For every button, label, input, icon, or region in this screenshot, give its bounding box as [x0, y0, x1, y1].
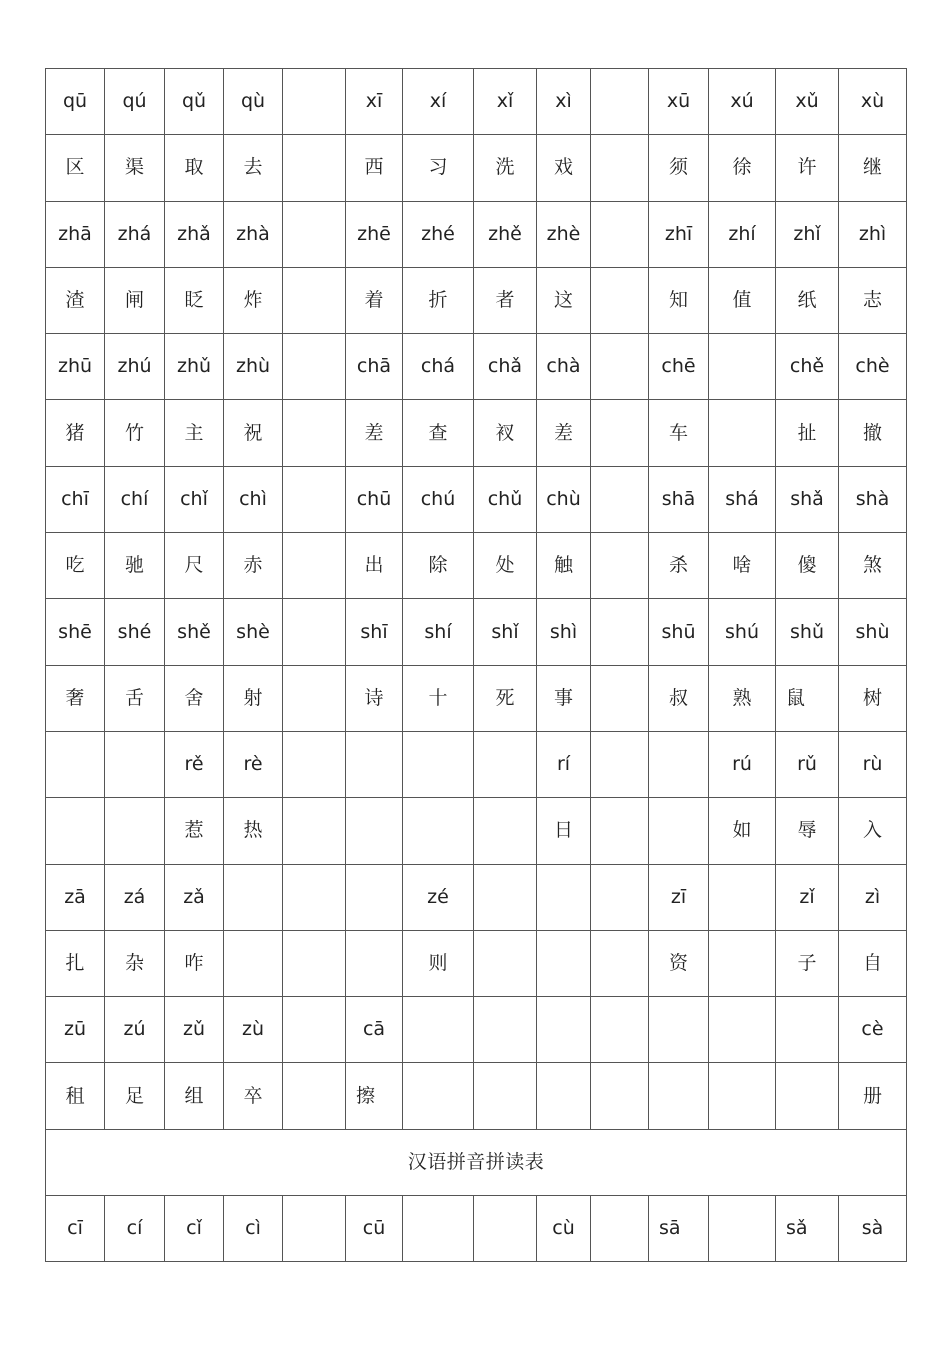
table-row: [46, 1063, 907, 1129]
table-cell: [224, 930, 283, 996]
table-cell: cī: [46, 1196, 105, 1262]
table-cell: 竹: [105, 400, 165, 466]
table-cell: 须: [649, 135, 709, 201]
table-cell: chá: [403, 334, 474, 400]
table-cell: 扯: [776, 400, 839, 466]
table-cell: [649, 1063, 709, 1129]
table-cell: [46, 731, 105, 797]
table-cell: zhé: [403, 201, 474, 267]
table-cell: 继: [839, 135, 907, 201]
table-cell: 惹: [165, 798, 224, 864]
table-cell: [591, 997, 649, 1063]
table-cell: 煞: [839, 533, 907, 599]
table-cell: chǔ: [474, 466, 537, 532]
table-cell: shī: [346, 599, 403, 665]
table-cell: 子: [776, 930, 839, 996]
table-cell: shǔ: [776, 599, 839, 665]
table-cell: zhē: [346, 201, 403, 267]
table-cell: [105, 798, 165, 864]
table-cell: zù: [224, 997, 283, 1063]
table-row: [46, 731, 907, 797]
table-row: [46, 997, 907, 1063]
table-cell: 卒: [224, 1063, 283, 1129]
table-cell: [591, 731, 649, 797]
table-cell: xī: [346, 69, 403, 135]
table-cell: [591, 533, 649, 599]
table-cell: xú: [709, 69, 776, 135]
table-cell: 事: [537, 665, 591, 731]
table-cell: 猪: [46, 400, 105, 466]
table-cell: shù: [839, 599, 907, 665]
table-cell: zhī: [649, 201, 709, 267]
table-cell: 知: [649, 267, 709, 333]
table-cell: sà: [839, 1196, 907, 1262]
table-cell: zhǔ: [165, 334, 224, 400]
table-cell: chù: [537, 466, 591, 532]
table-cell: 去: [224, 135, 283, 201]
table-cell: shǎ: [776, 466, 839, 532]
table-cell: 叔: [649, 665, 709, 731]
table-cell: 渣: [46, 267, 105, 333]
table-cell: 除: [403, 533, 474, 599]
table-cell: 车: [649, 400, 709, 466]
table-cell: [591, 69, 649, 135]
table-cell: 戏: [537, 135, 591, 201]
table-cell: [283, 135, 346, 201]
table-cell: 资: [649, 930, 709, 996]
table-cell: [283, 997, 346, 1063]
table-cell: rè: [224, 731, 283, 797]
table-cell: chì: [224, 466, 283, 532]
table-cell: 奢: [46, 665, 105, 731]
table-row: [46, 665, 907, 731]
table-row: [46, 135, 907, 201]
table-cell: [283, 267, 346, 333]
table-cell: shē: [46, 599, 105, 665]
table-cell: 日: [537, 798, 591, 864]
table-cell: zhù: [224, 334, 283, 400]
table-cell: 眨: [165, 267, 224, 333]
table-cell: 舍: [165, 665, 224, 731]
table-cell: [591, 1063, 649, 1129]
table-cell: zā: [46, 864, 105, 930]
table-cell: [776, 997, 839, 1063]
table-cell: 渠: [105, 135, 165, 201]
table-cell: [474, 731, 537, 797]
table-cell: [474, 864, 537, 930]
table-cell: 者: [474, 267, 537, 333]
table-cell: [537, 1063, 591, 1129]
table-cell: [403, 997, 474, 1063]
table-cell: 死: [474, 665, 537, 731]
table-cell: cù: [537, 1196, 591, 1262]
table-cell: 许: [776, 135, 839, 201]
table-cell: 鼠: [776, 665, 839, 731]
table-cell: 擦: [346, 1063, 403, 1129]
table-cell: [709, 930, 776, 996]
table-cell: [591, 201, 649, 267]
table-cell: [474, 1196, 537, 1262]
table-cell: shì: [537, 599, 591, 665]
table-cell: 查: [403, 400, 474, 466]
table-cell: [283, 731, 346, 797]
table-cell: xù: [839, 69, 907, 135]
table-cell: [283, 864, 346, 930]
table-cell: [474, 1063, 537, 1129]
table-cell: [283, 1196, 346, 1262]
table-cell: zá: [105, 864, 165, 930]
table-cell: 赤: [224, 533, 283, 599]
table-cell: [283, 201, 346, 267]
table-cell: 祝: [224, 400, 283, 466]
table-cell: rǔ: [776, 731, 839, 797]
table-cell: [591, 798, 649, 864]
table-cell: xǐ: [474, 69, 537, 135]
table-cell: shā: [649, 466, 709, 532]
table-cell: zhǐ: [776, 201, 839, 267]
table-cell: zhá: [105, 201, 165, 267]
table-cell: zhì: [839, 201, 907, 267]
table-cell: [709, 864, 776, 930]
table-cell: [591, 400, 649, 466]
table-cell: [283, 466, 346, 532]
table-cell: [776, 1063, 839, 1129]
table-cell: qǔ: [165, 69, 224, 135]
table-cell: sǎ: [776, 1196, 839, 1262]
table-cell: shǐ: [474, 599, 537, 665]
table-cell: [283, 400, 346, 466]
table-row: [46, 533, 907, 599]
table-cell: 出: [346, 533, 403, 599]
table-cell: [283, 665, 346, 731]
table-cell: 租: [46, 1063, 105, 1129]
table-cell: 撤: [839, 400, 907, 466]
table-cell: shé: [105, 599, 165, 665]
table-cell: 触: [537, 533, 591, 599]
table-cell: rù: [839, 731, 907, 797]
table-cell: chī: [46, 466, 105, 532]
table-cell: zú: [105, 997, 165, 1063]
table-cell: 处: [474, 533, 537, 599]
table-cell: 诗: [346, 665, 403, 731]
table-cell: 主: [165, 400, 224, 466]
table-cell: [591, 135, 649, 201]
table-cell: 啥: [709, 533, 776, 599]
table-cell: sā: [649, 1196, 709, 1262]
table-cell: 吃: [46, 533, 105, 599]
table-cell: 差: [537, 400, 591, 466]
table-cell: [591, 466, 649, 532]
table-cell: zhā: [46, 201, 105, 267]
table-cell: zī: [649, 864, 709, 930]
table-cell: [283, 1063, 346, 1129]
table-cell: [591, 864, 649, 930]
table-cell: zhè: [537, 201, 591, 267]
table-cell: [591, 334, 649, 400]
table-cell: qù: [224, 69, 283, 135]
table-cell: 纸: [776, 267, 839, 333]
table-cell: 树: [839, 665, 907, 731]
table-cell: cǐ: [165, 1196, 224, 1262]
table-cell: 射: [224, 665, 283, 731]
table-cell: cā: [346, 997, 403, 1063]
table-cell: [283, 334, 346, 400]
pinyin-table: [45, 68, 907, 1262]
table-cell: 志: [839, 267, 907, 333]
table-cell: zhě: [474, 201, 537, 267]
table-cell: cì: [224, 1196, 283, 1262]
table-cell: [537, 864, 591, 930]
table-cell: 辱: [776, 798, 839, 864]
table-cell: cū: [346, 1196, 403, 1262]
table-cell: xū: [649, 69, 709, 135]
table-cell: 杂: [105, 930, 165, 996]
table-row: [46, 930, 907, 996]
table-cell: [403, 1063, 474, 1129]
table-cell: xǔ: [776, 69, 839, 135]
table-cell: [591, 930, 649, 996]
table-cell: 十: [403, 665, 474, 731]
table-cell: chǐ: [165, 466, 224, 532]
table-cell: shà: [839, 466, 907, 532]
table-cell: 习: [403, 135, 474, 201]
table-cell: [403, 798, 474, 864]
table-cell: 熟: [709, 665, 776, 731]
table-cell: [403, 731, 474, 797]
table-cell: shí: [403, 599, 474, 665]
table-cell: qū: [46, 69, 105, 135]
table-row: [46, 798, 907, 864]
table-cell: [591, 665, 649, 731]
table-cell: chí: [105, 466, 165, 532]
table-cell: [709, 997, 776, 1063]
table-cell: 入: [839, 798, 907, 864]
table-cell: 衩: [474, 400, 537, 466]
table-cell: chè: [839, 334, 907, 400]
table-row: [46, 69, 907, 135]
table-cell: 杀: [649, 533, 709, 599]
table-cell: [283, 599, 346, 665]
table-cell: 咋: [165, 930, 224, 996]
table-cell: [283, 798, 346, 864]
table-cell: chǎ: [474, 334, 537, 400]
table-cell: [283, 930, 346, 996]
table-cell: zū: [46, 997, 105, 1063]
table-cell: xí: [403, 69, 474, 135]
table-cell: [474, 997, 537, 1063]
table-cell: zhú: [105, 334, 165, 400]
table-cell: rě: [165, 731, 224, 797]
table-row: [46, 864, 907, 930]
table-cell: 组: [165, 1063, 224, 1129]
table-cell: zǔ: [165, 997, 224, 1063]
table-cell: 如: [709, 798, 776, 864]
table-cell: [709, 1063, 776, 1129]
table-cell: zhū: [46, 334, 105, 400]
table-cell: 热: [224, 798, 283, 864]
table-cell: chú: [403, 466, 474, 532]
table-cell: [649, 731, 709, 797]
table-cell: 西: [346, 135, 403, 201]
table-cell: 傻: [776, 533, 839, 599]
table-cell: 取: [165, 135, 224, 201]
table-cell: 炸: [224, 267, 283, 333]
table-row: [46, 334, 907, 400]
table-cell: zì: [839, 864, 907, 930]
table-cell: zé: [403, 864, 474, 930]
table-row: [46, 267, 907, 333]
table-row: [46, 466, 907, 532]
table-cell: 区: [46, 135, 105, 201]
table-cell: 徐: [709, 135, 776, 201]
table-cell: [537, 997, 591, 1063]
table-cell: [346, 798, 403, 864]
table-cell: [283, 533, 346, 599]
table-row: [46, 201, 907, 267]
table-cell: shè: [224, 599, 283, 665]
table-cell: 着: [346, 267, 403, 333]
table-row: [46, 400, 907, 466]
table-cell: 驰: [105, 533, 165, 599]
table-cell: 这: [537, 267, 591, 333]
table-cell: zhǎ: [165, 201, 224, 267]
table-cell: zǎ: [165, 864, 224, 930]
table-title: 汉语拼音拼读表: [46, 1129, 907, 1195]
table-cell: rú: [709, 731, 776, 797]
table-cell: [709, 1196, 776, 1262]
table-cell: [591, 1196, 649, 1262]
table-cell: 值: [709, 267, 776, 333]
table-cell: zhí: [709, 201, 776, 267]
table-cell: cí: [105, 1196, 165, 1262]
table-cell: chà: [537, 334, 591, 400]
table-cell: qú: [105, 69, 165, 135]
table-cell: [537, 930, 591, 996]
table-cell: shú: [709, 599, 776, 665]
table-cell: rí: [537, 731, 591, 797]
table-cell: shá: [709, 466, 776, 532]
table-cell: shū: [649, 599, 709, 665]
table-cell: [591, 599, 649, 665]
table-cell: [709, 400, 776, 466]
table-row: [46, 599, 907, 665]
table-cell: shě: [165, 599, 224, 665]
table-cell: chā: [346, 334, 403, 400]
table-cell: 折: [403, 267, 474, 333]
table-cell: [346, 930, 403, 996]
table-cell: [346, 731, 403, 797]
table-cell: [46, 798, 105, 864]
table-cell: 舌: [105, 665, 165, 731]
table-cell: [474, 798, 537, 864]
table-cell: zhà: [224, 201, 283, 267]
table-cell: chě: [776, 334, 839, 400]
table-cell: [709, 334, 776, 400]
table-cell: [649, 997, 709, 1063]
table-cell: 自: [839, 930, 907, 996]
table-cell: cè: [839, 997, 907, 1063]
table-cell: 洗: [474, 135, 537, 201]
table-cell: chē: [649, 334, 709, 400]
table-cell: 闸: [105, 267, 165, 333]
table-cell: [474, 930, 537, 996]
table-cell: [346, 864, 403, 930]
table-cell: [105, 731, 165, 797]
table-cell: chū: [346, 466, 403, 532]
table-cell: [283, 69, 346, 135]
table-cell: [649, 798, 709, 864]
table-cell: 则: [403, 930, 474, 996]
title-row: [46, 1129, 907, 1195]
table-cell: [224, 864, 283, 930]
table-row: [46, 1196, 907, 1262]
table-cell: 足: [105, 1063, 165, 1129]
table-cell: zǐ: [776, 864, 839, 930]
table-cell: [403, 1196, 474, 1262]
table-cell: 尺: [165, 533, 224, 599]
table-cell: 扎: [46, 930, 105, 996]
table-cell: [591, 267, 649, 333]
table-cell: 差: [346, 400, 403, 466]
table-cell: xì: [537, 69, 591, 135]
table-cell: 册: [839, 1063, 907, 1129]
